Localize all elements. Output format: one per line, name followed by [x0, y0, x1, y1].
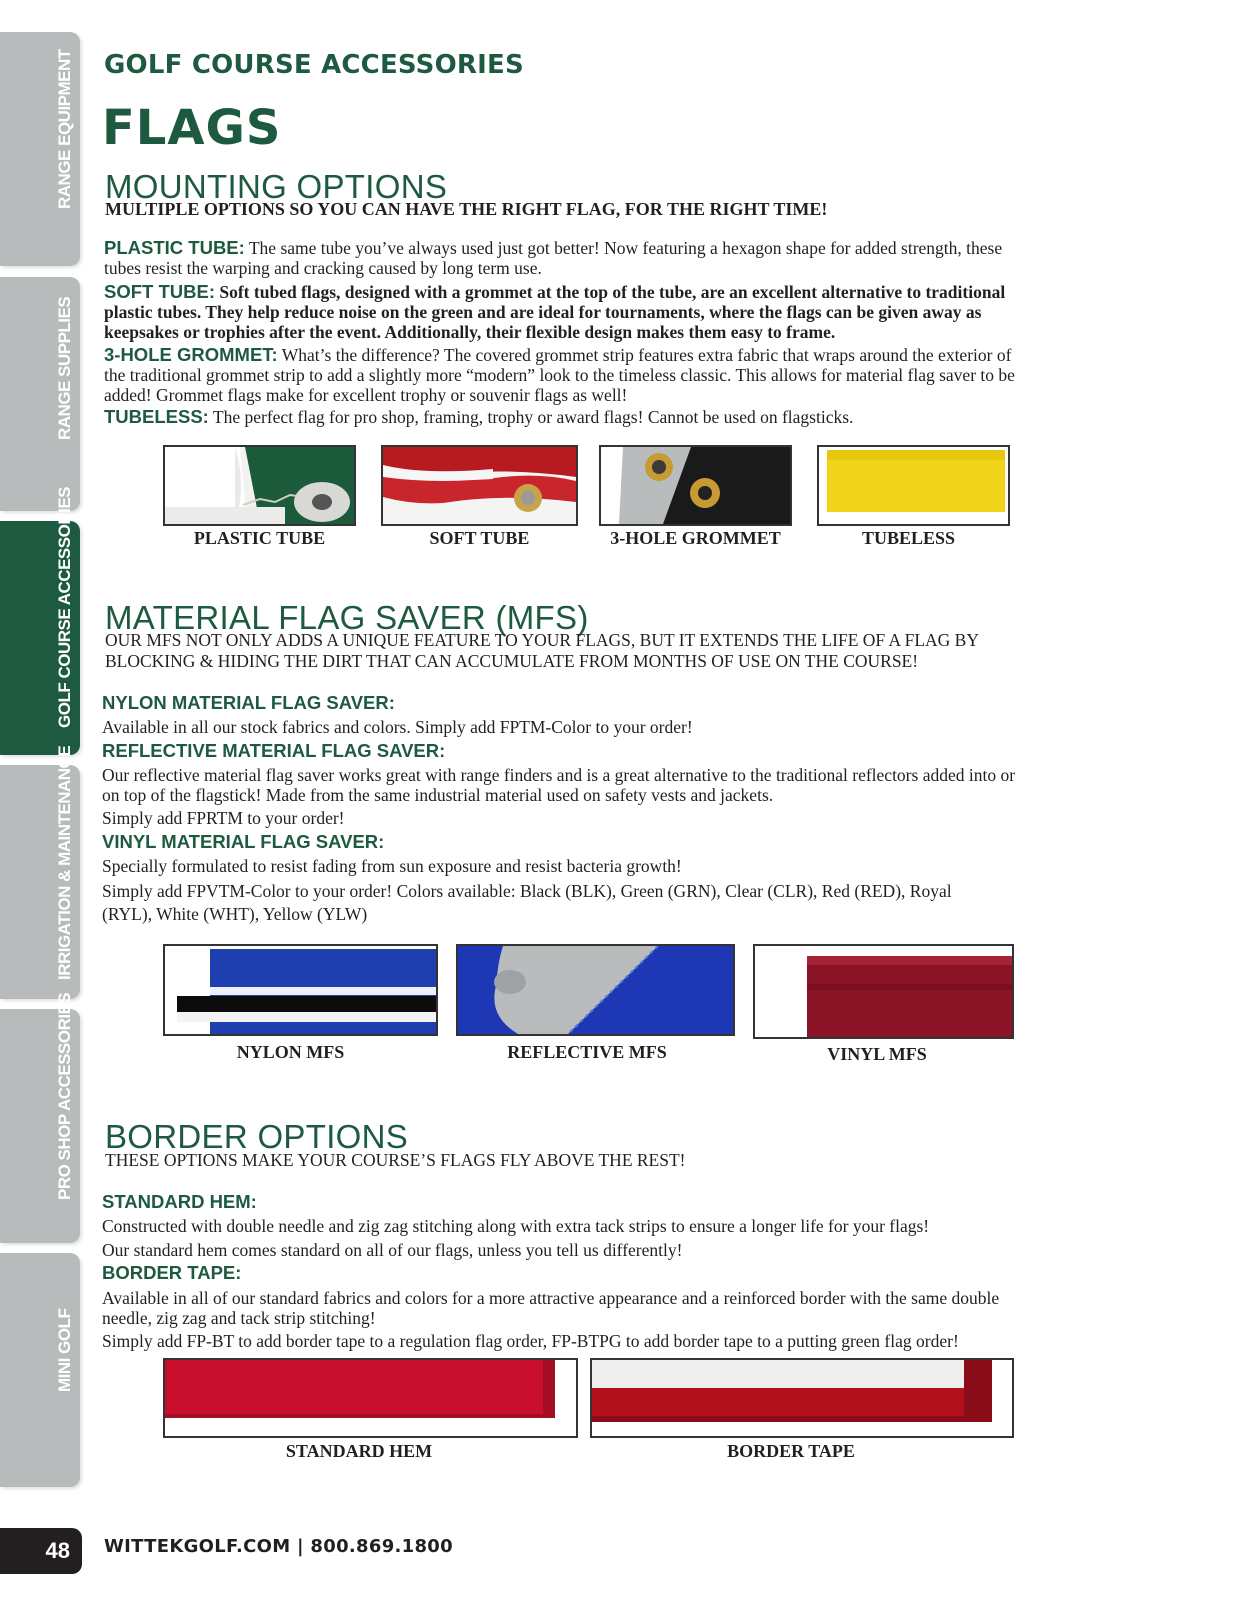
mfs-heading: MATERIAL FLAG SAVER (MFS): [105, 599, 589, 636]
caption-soft-tube: SOFT TUBE: [429, 528, 530, 548]
plastic-tube-lead: PLASTIC TUBE:: [104, 237, 245, 258]
vinyl-heading: VINYL MATERIAL FLAG SAVER:: [102, 831, 385, 852]
sidebar-tab-label: PRO SHOP ACCESSORIES: [55, 992, 74, 1200]
soft-tube-text: Soft tubed flags, designed with a grommet at the top of the tube, are an excellent alternative to traditional plastic tubes. They help reduce noise on the green and are ideal for tournaments, where the flags can be given away as keepsakes or trophies after the event. Additionally, their flexible design makes them easy to frame.: [104, 282, 1006, 342]
caption-standard-hem: STANDARD HEM: [285, 1441, 433, 1461]
caption-3-hole-grommet: 3-HOLE GROMMET: [610, 528, 781, 548]
tubeless-lead: TUBELESS:: [104, 406, 209, 427]
sidebar-tab-label: RANGE EQUIPMENT: [55, 49, 74, 209]
page-number: 48: [0, 1528, 82, 1574]
reflective-text-order: Simply add FPRTM to your order!: [102, 808, 345, 828]
plastic-tube-description: [104, 238, 1024, 278]
sidebar-tab-label: IRRIGATION & MAINTENANCE: [55, 745, 74, 980]
vinyl-text-order: Simply add FPVTM-Color to your order! Colors available: Black (BLK), Green (GRN), Clear (CLR), Red (RED), Royal (RYL), White (WHT), Yellow (YLW): [102, 881, 952, 924]
caption-reflective-mfs: REFLECTIVE MFS: [507, 1042, 667, 1062]
standard-hem-heading: STANDARD HEM:: [102, 1191, 257, 1212]
caption-border-tape: BORDER TAPE: [727, 1441, 855, 1461]
border-tape-text-order: Simply add FP-BT to add border tape to a regulation flag order, FP-BTPG to add border tape to a putting green flag order!: [102, 1331, 959, 1351]
tubeless-image: [817, 445, 1010, 526]
mounting-heading: MOUNTING OPTIONS: [105, 168, 448, 205]
caption-tubeless: TUBELESS: [861, 528, 956, 548]
vinyl-text: Specially formulated to resist fading from sun exposure and resist bacteria growth!: [102, 856, 682, 876]
standard-hem-text: Constructed with double needle and zig zag stitching along with extra tack strips to ensure a longer life for your flags!: [102, 1216, 930, 1236]
border-heading: BORDER OPTIONS: [105, 1118, 409, 1155]
plastic-tube-text: The same tube you’ve always used just got better! Now featuring a hexagon shape for added strength, these tubes resist the warping and cracking caused by long term use.: [104, 238, 1003, 278]
border-subheading: THESE OPTIONS MAKE YOUR COURSE’S FLAGS FLY ABOVE THE REST!: [105, 1150, 686, 1170]
grommet-description: [104, 345, 1024, 405]
caption-plastic-tube: PLASTIC TUBE: [193, 528, 326, 548]
soft-tube-image: [381, 445, 578, 526]
soft-tube-lead: SOFT TUBE:: [104, 281, 215, 302]
tubeless-text: The perfect flag for pro shop, framing, trophy or award flags! Cannot be used on flagsticks.: [208, 407, 854, 427]
border-tape-text: Available in all of our standard fabrics and colors for a more attractive appearance and a reinforced border with the same double needle, zig zag and tack strip stitching!: [102, 1288, 1000, 1328]
sidebar-tab-golf-course-accessories[interactable]: [0, 486, 80, 755]
footer-contact[interactable]: WITTEKGOLF.COM | 800.869.1800: [104, 1536, 453, 1557]
soft-tube-description: [104, 282, 1024, 342]
grommet-lead: 3-HOLE GROMMET:: [104, 344, 278, 365]
section-label: GOLF COURSE ACCESSORIES: [104, 50, 524, 80]
reflective-mfs-image: [456, 944, 735, 1036]
standard-hem-text-2: Our standard hem comes standard on all of our flags, unless you tell us differently!: [102, 1240, 683, 1260]
sidebar-tab-label: GOLF COURSE ACCESSORIES: [55, 486, 74, 728]
vinyl-mfs-image: [753, 944, 1014, 1039]
sidebar-tab-irrigation-maintenance[interactable]: [0, 745, 80, 999]
border-tape-heading: BORDER TAPE:: [102, 1262, 242, 1283]
page-title: FLAGS: [102, 100, 282, 156]
sidebar-tab-range-equipment[interactable]: [0, 32, 80, 266]
border-tape-image: [590, 1358, 1014, 1438]
nylon-mfs-image: [163, 944, 438, 1036]
sidebar-tab-label: RANGE SUPPLIES: [55, 296, 74, 440]
mounting-subheading: MULTIPLE OPTIONS SO YOU CAN HAVE THE RIGHT FLAG, FOR THE RIGHT TIME!: [105, 199, 828, 219]
mfs-subheading: OUR MFS NOT ONLY ADDS A UNIQUE FEATURE TO YOUR FLAGS, BUT IT EXTENDS THE LIFE OF A FLAG BY BLOCKING & HIDING THE DIRT THAT CAN ACCUMULATE FROM MONTHS OF USE ON THE COURSE!: [105, 630, 979, 671]
sidebar-tab-label: MINI GOLF: [55, 1308, 74, 1392]
caption-vinyl-mfs: VINYL MFS: [827, 1044, 927, 1064]
nylon-heading: NYLON MATERIAL FLAG SAVER:: [102, 692, 395, 713]
grommet-text: What’s the difference? The covered grommet strip features extra fabric that wraps around the exterior of the traditional grommet strip to add a slightly more “modern” look to the timeless classic. This allows for material flag saver to be added! Grommet flags make for excellent trophy or souvenir flags as well!: [104, 345, 1015, 405]
reflective-heading: REFLECTIVE MATERIAL FLAG SAVER:: [102, 740, 446, 761]
standard-hem-image: [163, 1358, 578, 1438]
three-hole-grommet-image: [599, 445, 792, 526]
caption-nylon-mfs: NYLON MFS: [236, 1042, 345, 1062]
sidebar-tab-mini-golf[interactable]: [0, 1253, 80, 1487]
tubeless-description: [104, 407, 1024, 427]
sidebar-tab-range-supplies[interactable]: [0, 277, 80, 511]
plastic-tube-image: [163, 445, 356, 526]
sidebar-tab-pro-shop-accessories[interactable]: [0, 992, 80, 1243]
nylon-text: Available in all our stock fabrics and colors. Simply add FPTM-Color to your order!: [102, 717, 693, 737]
reflective-text: Our reflective material flag saver works great with range finders and is a great alternative to the traditional reflectors added into or on top of the flagstick! Made from the same industrial material used on safety vests and jackets.: [102, 765, 1016, 805]
